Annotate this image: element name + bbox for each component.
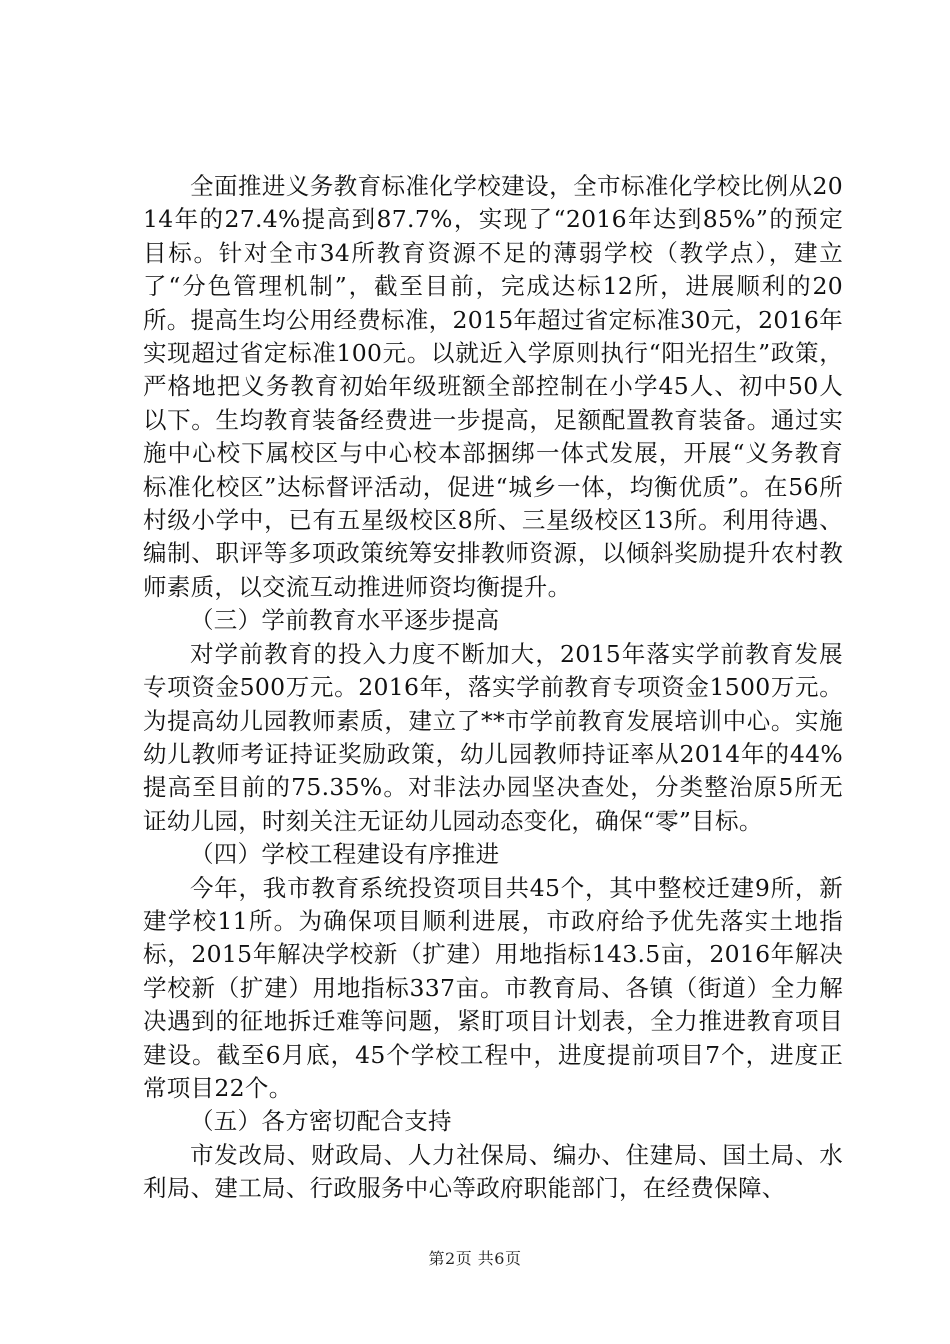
paragraph-cooperation: 市发改局、财政局、人力社保局、编办、住建局、国土局、水利局、建工局、行政服务中心等政府职能部门，在经费保障、 [143, 1140, 843, 1203]
paragraph-standardization: 全面推进义务教育标准化学校建设，全市标准化学校比例从2014年的27.4%提高到87.7%，实现了“2016年达到85%”的预定目标。针对全市34所教育资源不足的薄弱学校（教学点），建立了“分色管理机制”，截至目前，完成达标12所，进展顺利的20所。提高生均公用经费标准，2015年超过省定标准30元，2016年实现超过省定标准100元。以就近入学原则执行“阳光招生”政策，严格地把义务教育初始年级班额全部控制在小学45人、初中50人以下。生均教育装备经费进一步提高，足额配置教育装备。通过实施中心校下属校区与中心校本部捆绑一体式发展，开展“义务教育标准化校区”达标督评活动，促进“城乡一体，均衡优质”。在56所村级小学中，已有五星级校区8所、三星级校区13所。利用待遇、编制、职评等多项政策统筹安排教师资源，以倾斜奖励提升农村教师素质，以交流互动推进师资均衡提升。 [143, 172, 843, 601]
section-heading-construction: （四）学校工程建设有序推进 [190, 840, 500, 869]
page-footer: 第2页 共6页 [428, 1249, 522, 1268]
paragraph-preschool: 对学前教育的投入力度不断加大，2015年落实学前教育发展专项资金500万元。2016年，落实学前教育专项资金1500万元。为提高幼儿园教师素质，建立了**市学前教育发展培训中心。实施幼儿教师考证持证奖励政策，幼儿园教师持证率从2014年的44%提高至目前的75.35%。对非法办园坚决查处，分类整治原5所无证幼儿园，时刻关注无证幼儿园动态变化，确保“零”目标。 [143, 639, 843, 835]
section-heading-preschool: （三）学前教育水平逐步提高 [190, 606, 500, 635]
section-heading-cooperation: （五）各方密切配合支持 [190, 1107, 452, 1136]
document-body [143, 170, 843, 1206]
paragraph-construction: 今年，我市教育系统投资项目共45个，其中整校迁建9所，新建学校11所。为确保项目顺利进展，市政府给予优先落实土地指标，2015年解决学校新（扩建）用地指标143.5亩，2016年解决学校新（扩建）用地指标337亩。市教育局、各镇（街道）全力解决遇到的征地拆迁难等问题，紧盯项目计划表，全力推进教育项目建设。截至6月底，45个学校工程中，进度提前项目7个，进度正常项目22个。 [143, 873, 843, 1102]
